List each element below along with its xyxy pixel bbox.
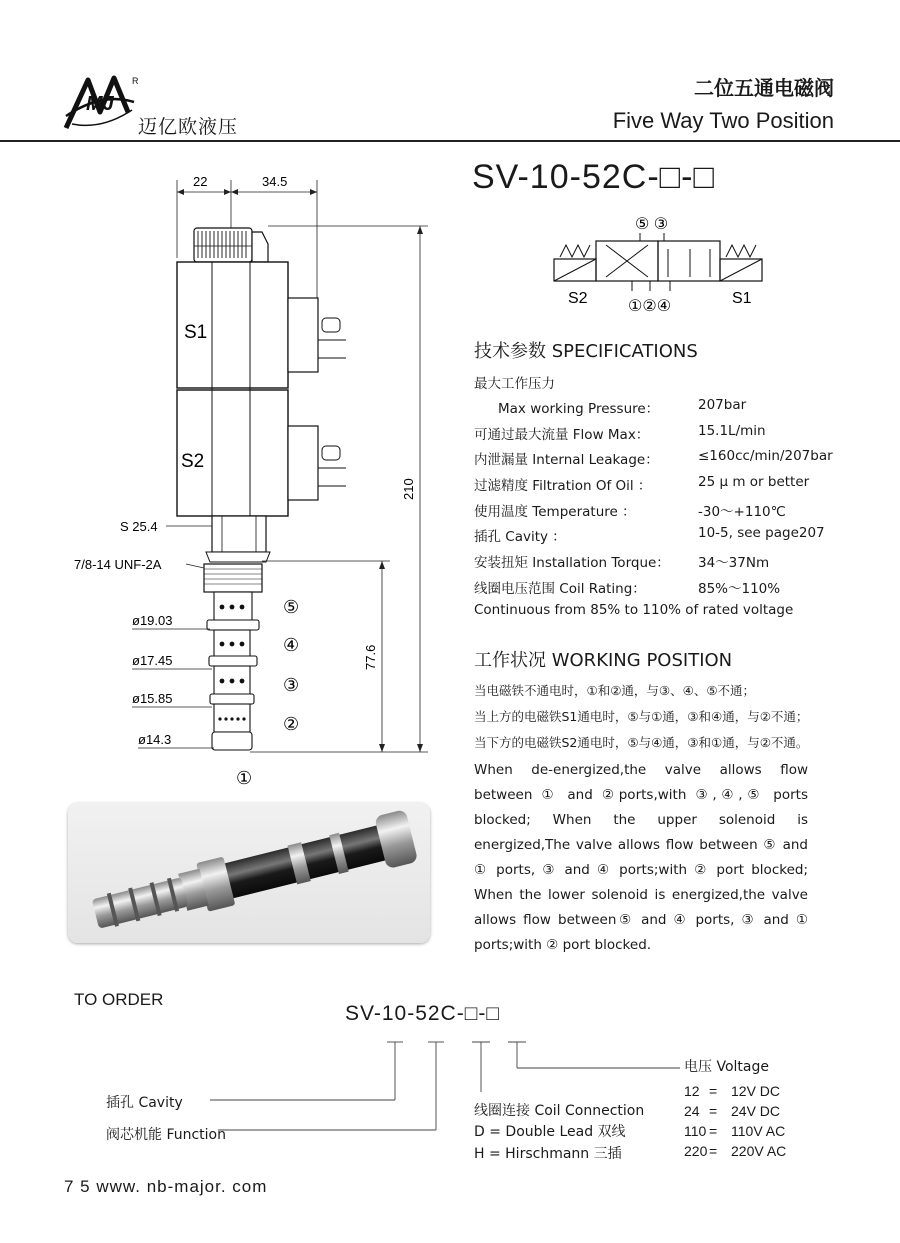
brand-logo bbox=[62, 72, 142, 134]
spec-note: Continuous from 85% to 110% of rated voltage bbox=[474, 602, 794, 618]
symbol-label-s2: S2 bbox=[568, 290, 588, 307]
specs-heading: 技术参数 SPECIFICATIONS bbox=[474, 341, 698, 362]
dim-d2: ø17.45 bbox=[132, 653, 173, 668]
order-cavity: 插孔 Cavity bbox=[106, 1095, 183, 1111]
spec-value: 34～37Nm bbox=[698, 555, 770, 572]
order-heading: TO ORDER bbox=[74, 990, 164, 1009]
voltage-eq: = bbox=[709, 1103, 718, 1119]
port-label-2: ② bbox=[283, 714, 300, 734]
spec-label: 可通过最大流量 Flow Max： bbox=[474, 426, 650, 443]
dim-height-total: 210 bbox=[401, 478, 416, 500]
hydraulic-symbol bbox=[540, 205, 780, 315]
order-coil-heading: 线圈连接 Coil Connection bbox=[474, 1103, 645, 1119]
order-coil-hirschmann: H = Hirschmann 三插 bbox=[474, 1146, 622, 1162]
spec-value: 15.1L/min bbox=[698, 422, 766, 439]
voltage-value: 110V AC bbox=[731, 1123, 786, 1139]
spec-value: ≤160cc/min/207bar bbox=[698, 448, 833, 465]
spec-row bbox=[474, 397, 874, 423]
dim-d1: ø19.03 bbox=[132, 613, 173, 628]
page-number: 7 5 bbox=[64, 1177, 91, 1196]
spec-row bbox=[474, 423, 874, 449]
voltage-value: 12V DC bbox=[731, 1083, 781, 1099]
symbol-bottom-ports: ①②④ bbox=[628, 298, 672, 315]
spec-value: 10-5, see page207 bbox=[698, 525, 825, 542]
working-cn-line: 当下方的电磁铁S2通电时，⑤与④通，③和①通，与②不通。 bbox=[474, 735, 809, 750]
spec-label: 过滤精度 Filtration Of Oil ： bbox=[474, 478, 652, 495]
voltage-list bbox=[684, 1083, 804, 1163]
voltage-eq: = bbox=[709, 1143, 718, 1159]
dim-thread: 7/8-14 UNF-2A bbox=[74, 557, 162, 572]
page-title-en: Five Way Two Position bbox=[612, 108, 834, 133]
voltage-code: 12 bbox=[684, 1083, 700, 1099]
spec-label: 使用温度 Temperature ： bbox=[474, 503, 636, 520]
spec-label: 插孔 Cavity ： bbox=[474, 529, 566, 546]
spec-value: 25 μ m or better bbox=[698, 474, 810, 491]
spec-row bbox=[474, 577, 874, 603]
symbol-label-s1: S1 bbox=[732, 290, 752, 307]
port-label-4: ④ bbox=[283, 635, 300, 655]
voltage-value: 24V DC bbox=[731, 1103, 781, 1119]
spec-row bbox=[474, 525, 874, 551]
product-photo bbox=[68, 803, 430, 943]
dim-top-right: 34.5 bbox=[262, 174, 288, 189]
voltage-row bbox=[684, 1143, 804, 1163]
dim-top-left: 22 bbox=[193, 174, 208, 189]
spec-row bbox=[474, 500, 874, 526]
spec-label: Max working Pressure： bbox=[498, 401, 660, 417]
port-label-3: ③ bbox=[283, 675, 300, 695]
port-label-1: ① bbox=[236, 768, 253, 788]
working-cn-line: 当电磁铁不通电时，①和②通，与③、④、⑤不通； bbox=[474, 683, 756, 698]
working-heading: 工作状况 WORKING POSITION bbox=[474, 650, 733, 671]
dim-d3: ø15.85 bbox=[132, 691, 173, 706]
order-coil-double: D = Double Lead 双线 bbox=[474, 1124, 626, 1140]
spec-row bbox=[474, 448, 874, 474]
voltage-row bbox=[684, 1083, 804, 1103]
spec-value: -30～+110℃ bbox=[698, 503, 786, 520]
working-en-text: When de-energized,the valve allows flow between ① and ②ports,with ③,④,⑤ ports blocked; When the upper solenoid is energized,The valve allows flow between ⑤ and ① ports, ③ and ④ ports;with ② port blocked; When the lower solenoid is energized,the valve allows flow between⑤ and ④ ports, ③ and ① ports;with ② port blocked. bbox=[474, 762, 808, 953]
dim-d4: ø14.3 bbox=[138, 732, 172, 747]
spec-value: 85%～110% bbox=[698, 580, 781, 597]
spec-row bbox=[474, 474, 874, 500]
coil-label-s2: S2 bbox=[181, 451, 205, 472]
voltage-row bbox=[684, 1103, 804, 1123]
model-code: SV-10-52C-□-□ bbox=[472, 158, 716, 196]
spec-label: 安装扭矩 Installation Torque： bbox=[474, 555, 670, 572]
website-url[interactable]: www. nb-major. com bbox=[96, 1177, 268, 1196]
dim-height-lower: 77.6 bbox=[363, 644, 378, 670]
voltage-eq: = bbox=[709, 1123, 718, 1139]
valve-drawing bbox=[0, 150, 460, 800]
spec-table bbox=[474, 397, 874, 603]
voltage-code: 110 bbox=[684, 1123, 707, 1139]
order-model-code: SV-10-52C-□-□ bbox=[345, 1002, 501, 1025]
spec-row bbox=[474, 551, 874, 577]
coil-label-s1: S1 bbox=[184, 322, 208, 343]
port-label-5: ⑤ bbox=[283, 597, 300, 617]
voltage-code: 24 bbox=[684, 1103, 700, 1119]
voltage-row bbox=[684, 1123, 804, 1143]
voltage-eq: = bbox=[709, 1083, 718, 1099]
order-function: 阀芯机能 Function bbox=[106, 1127, 226, 1143]
page-title-cn: 二位五通电磁阀 bbox=[694, 76, 834, 100]
voltage-code: 220 bbox=[684, 1143, 708, 1159]
logo-registered: R bbox=[132, 76, 139, 86]
spec-label: 线圈电压范围 Coil Rating： bbox=[474, 580, 646, 597]
working-cn-line: 当上方的电磁铁S1通电时，⑤与①通，③和④通，与②不通； bbox=[474, 709, 809, 724]
footer bbox=[64, 1177, 267, 1197]
voltage-value: 220V AC bbox=[731, 1143, 787, 1159]
brand-name: 迈亿欧液压 bbox=[138, 116, 239, 138]
order-voltage-heading: 电压 Voltage bbox=[684, 1059, 769, 1075]
dim-hex: S 25.4 bbox=[120, 519, 158, 534]
spec-value: 207bar bbox=[698, 397, 747, 413]
spec-label: 内泄漏量 Internal Leakage： bbox=[474, 452, 659, 469]
header-divider bbox=[0, 140, 900, 142]
logo-mark: MJ bbox=[86, 93, 114, 115]
spec-pressure-cn: 最大工作压力 bbox=[474, 376, 555, 392]
symbol-top-ports: ⑤ ③ bbox=[635, 216, 669, 233]
